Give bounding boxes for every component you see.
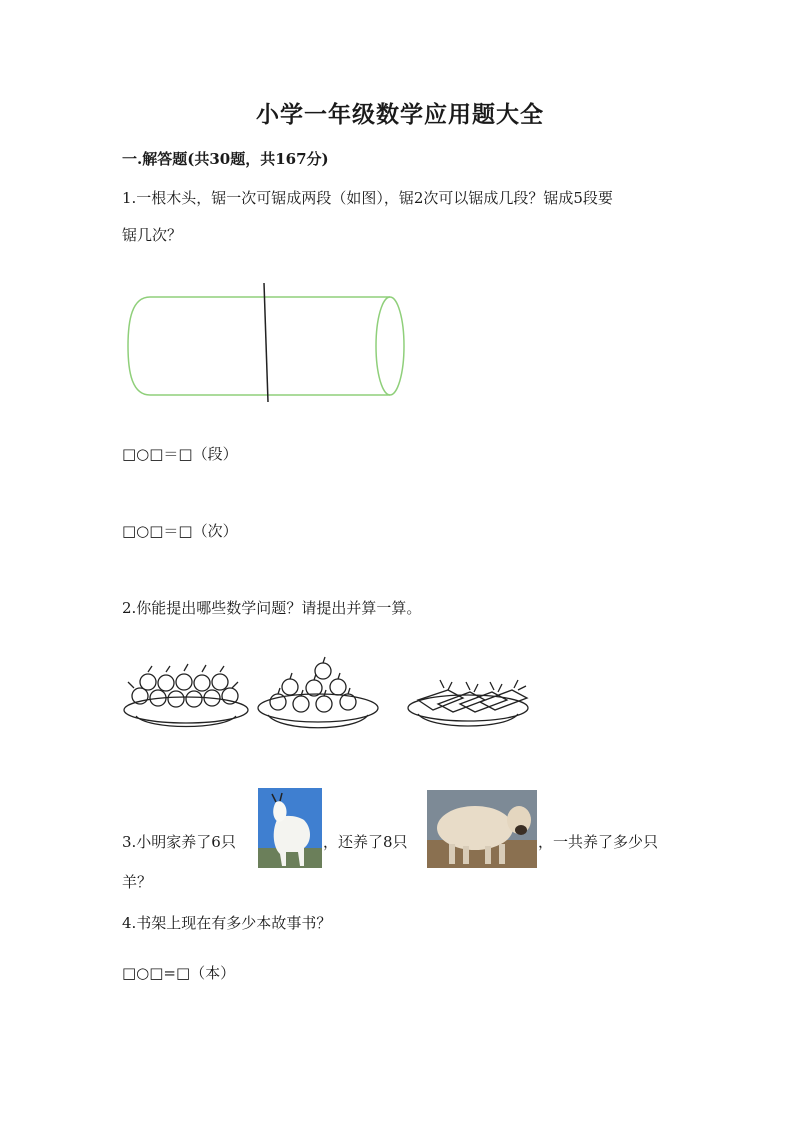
q1-answer-segments: □○□＝□（段） — [122, 445, 238, 463]
sheep-photo — [427, 790, 537, 868]
q3-text-part1: 3.小明家养了6只 — [122, 833, 236, 851]
q3-text-part2: ，还养了8只 — [323, 833, 408, 851]
plate-of-apples — [258, 657, 378, 728]
q1-text-line1: 1.一根木头，锯一次可锯成两段（如图），锯2次可以锯成几段？锯成5段要 — [122, 189, 613, 207]
q1-text-line2: 锯几次？ — [122, 226, 183, 244]
page-title: 小学一年级数学应用题大全 — [256, 101, 544, 128]
plate-of-bananas — [408, 680, 528, 726]
log-cut-illustration — [120, 280, 420, 405]
sheep-icon — [427, 790, 537, 868]
q1-answer-cuts: □○□＝□（次） — [122, 522, 238, 540]
q3-text-part3: ，一共养了多少只 — [538, 833, 659, 851]
q2-text: 2.你能提出哪些数学问题？请提出并算一算。 — [122, 599, 422, 617]
goat-photo — [258, 788, 322, 868]
q3-text-line2: 羊？ — [122, 873, 153, 891]
goat-icon — [258, 788, 322, 868]
q4-answer: □○□=□（本） — [122, 964, 236, 982]
section-heading: 一.解答题(共30题，共167分) — [122, 150, 329, 168]
fruit-plates-illustration — [118, 652, 538, 742]
plate-of-peaches — [124, 664, 248, 727]
saw-cut-line — [264, 283, 268, 402]
q4-text: 4.书架上现在有多少本故事书？ — [122, 914, 332, 932]
